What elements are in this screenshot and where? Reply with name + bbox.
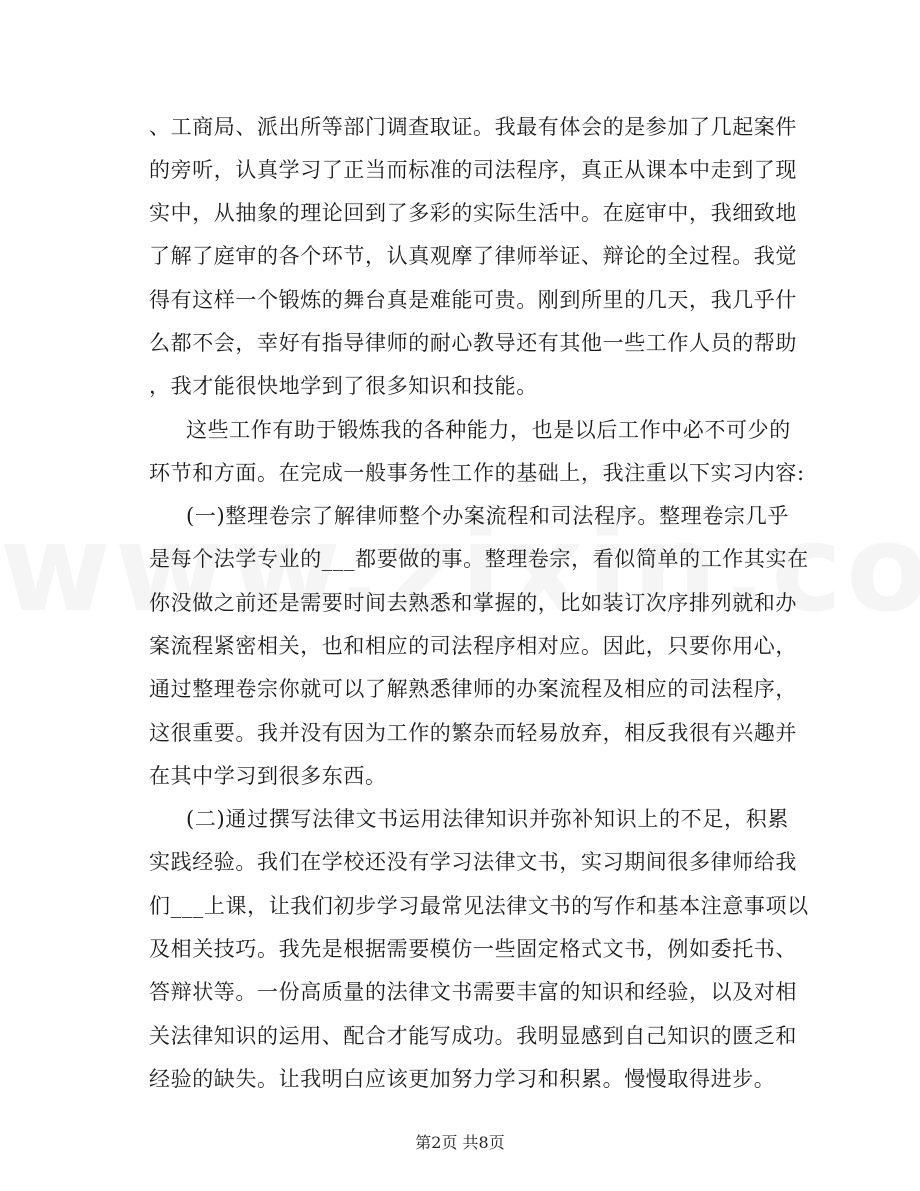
paragraph-line: 你没做之前还是需要时间去熟悉和掌握的，比如装订次序排列就和办 bbox=[149, 591, 797, 615]
paragraph-line: (二)通过撰写法律文书运用法律知识并弥补知识上的不足，积累 bbox=[186, 807, 789, 831]
paragraph-line: 了解了庭审的各个环节，认真观摩了律师举证、辩论的全过程。我觉 bbox=[149, 244, 797, 268]
paragraph-line: 关法律知识的运用、配合才能写成功。我明显感到自己知识的匮乏和 bbox=[149, 1024, 797, 1048]
paragraph-line: 及相关技巧。我先是根据需要模仿一些固定格式文书，例如委托书、 bbox=[149, 937, 797, 961]
paragraph-line: 得有这样一个锻炼的舞台真是难能可贵。刚到所里的几天，我几乎什 bbox=[149, 288, 797, 312]
paragraph-line: 环节和方面。在完成一般事务性工作的基础上，我注重以下实习内容: bbox=[149, 461, 805, 485]
paragraph-line: 实中，从抽象的理论回到了多彩的实际生活中。在庭审中，我细致地 bbox=[149, 201, 797, 225]
paragraph-line: 、工商局、派出所等部门调查取证。我最有体会的是参加了几起案件 bbox=[149, 115, 797, 139]
paragraph-line: 在其中学习到很多东西。 bbox=[149, 764, 387, 788]
paragraph-line: 通过整理卷宗你就可以了解熟悉律师的办案流程及相应的司法程序， bbox=[149, 677, 797, 701]
paragraph-line: 实践经验。我们在学校还没有学习法律文书，实习期间很多律师给我 bbox=[149, 850, 797, 874]
paragraph-line: 案流程紧密相关，也和相应的司法程序相对应。因此，只要你用心， bbox=[149, 634, 797, 658]
paragraph-line: 们___上课，让我们初步学习最常见法律文书的写作和基本注意事项以 bbox=[149, 894, 809, 918]
paragraph-line: (一)整理卷宗了解律师整个办案流程和司法程序。整理卷宗几乎 bbox=[186, 504, 789, 528]
page-number-footer: 第2页 共8页 bbox=[415, 1133, 505, 1152]
paragraph-line: 这很重要。我并没有因为工作的繁杂而轻易放弃，相反我很有兴趣并 bbox=[149, 721, 797, 745]
paragraph-line: 答辩状等。一份高质量的法律文书需要丰富的知识和经验，以及对相 bbox=[149, 980, 797, 1004]
paragraph-line: 么都不会，幸好有指导律师的耐心教导还有其他一些工作人员的帮助 bbox=[149, 331, 797, 355]
paragraph-line: 经验的缺失。让我明白应该更加努力学习和积累。慢慢取得进步。 bbox=[149, 1067, 776, 1091]
paragraph-line: 是每个法学专业的___都要做的事。整理卷宗，看似简单的工作其实在 bbox=[149, 547, 809, 571]
paragraph-line: ，我才能很快地学到了很多知识和技能。 bbox=[149, 374, 538, 398]
paragraph-line: 这些工作有助于锻炼我的各种能力，也是以后工作中必不可少的 bbox=[186, 418, 791, 442]
paragraph-line: 的旁听，认真学习了正当而标准的司法程序，真正从课本中走到了现 bbox=[149, 158, 797, 182]
